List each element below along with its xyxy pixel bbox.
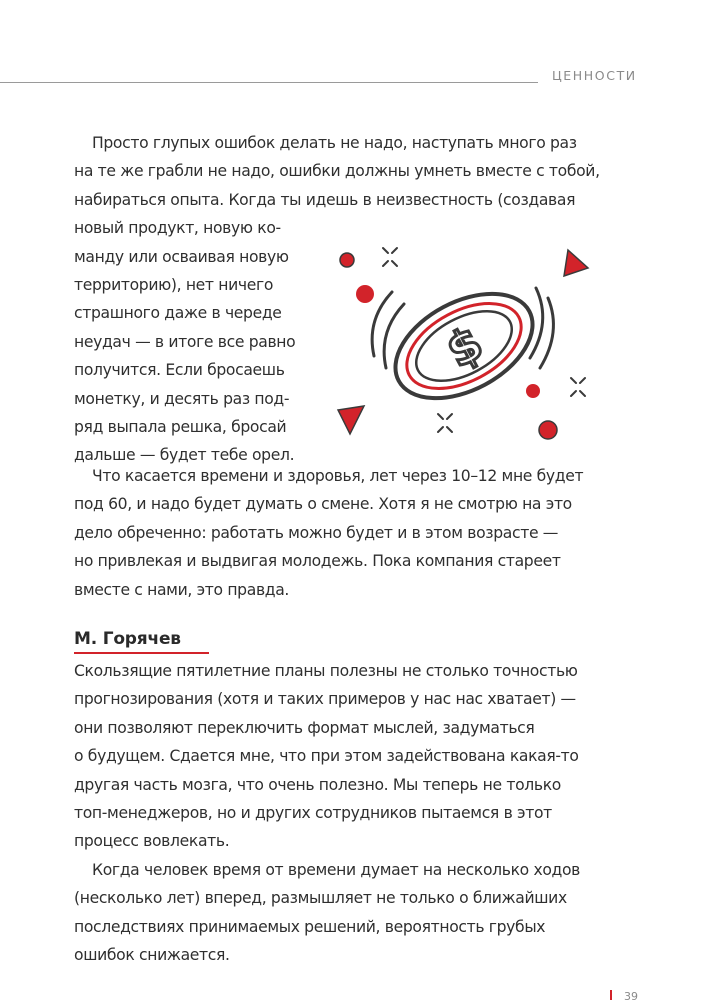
text-line: страшного даже в череде — [74, 304, 282, 323]
text-line: Просто глупых ошибок делать не надо, наступать много раз — [92, 134, 577, 152]
paragraph-3 — [74, 657, 634, 856]
text-line: они позволяют переключить формат мыслей, задуматься — [74, 718, 535, 737]
text-line: последствиях принимаемых решений, вероятность грубых — [74, 917, 546, 936]
text-line: набираться опыта. Когда ты идешь в неизвестность (создавая — [74, 190, 576, 209]
section-title: ЦЕННОСТИ — [552, 68, 637, 83]
page-number: 39 — [624, 990, 638, 1000]
text-line: на те же грабли не надо, ошибки должны умнеть вместе с тобой, — [74, 162, 600, 181]
text-line: Когда человек время от времени думает на несколько ходов — [92, 861, 581, 879]
text-line: ошибок снижается. — [74, 946, 230, 965]
paragraph-4 — [74, 856, 634, 970]
text-line: ряд выпала решка, бросай — [74, 418, 287, 437]
text-line: Что касается времени и здоровья, лет через 10–12 мне будет — [92, 467, 584, 485]
author-heading: М. Горячев — [74, 629, 181, 649]
text-line: получится. Если бросаешь — [74, 361, 285, 380]
text-line: монетку, и десять раз под- — [74, 389, 290, 408]
text-line: о будущем. Сдается мне, что при этом задействована какая-то — [74, 747, 579, 766]
text-line: вместе с нами, это правда. — [74, 580, 290, 599]
text-line: неудач — в итоге все равно — [74, 332, 296, 351]
text-line: манду или осваивая новую — [74, 247, 289, 266]
paragraph-2 — [74, 462, 634, 604]
text-line: территорию), нет ничего — [74, 276, 274, 295]
text-line: (несколько лет) вперед, размышляет не только о ближайших — [74, 889, 567, 908]
text-line: топ-менеджеров, но и других сотрудников пытаемся в этот — [74, 804, 552, 823]
coin-illustration — [326, 228, 626, 448]
svg-text:$: $ — [437, 315, 492, 379]
text-line: новый продукт, новую ко- — [74, 219, 281, 238]
header-rule — [0, 82, 538, 83]
text-line: прогнозирования (хотя и таких примеров у нас нас хватает) — — [74, 690, 576, 709]
text-line: Скользящие пятилетние планы полезны не столько точностью — [74, 662, 578, 680]
text-line: другая часть мозга, что очень полезно. Мы теперь не только — [74, 775, 561, 794]
text-line: дальше — будет тебе орел. — [74, 446, 295, 465]
dollar-coin-icon — [338, 248, 588, 439]
text-line: дело обреченно: работать можно будет и в этом возрасте — — [74, 523, 559, 542]
text-line: под 60, и надо будет думать о смене. Хотя я не смотрю на это — [74, 495, 572, 514]
text-line: процесс вовлекать. — [74, 832, 230, 851]
text-line: но привлекая и выдвигая молодежь. Пока компания стареет — [74, 552, 561, 571]
page-number-rule — [610, 990, 612, 1000]
author-underline — [74, 652, 209, 654]
